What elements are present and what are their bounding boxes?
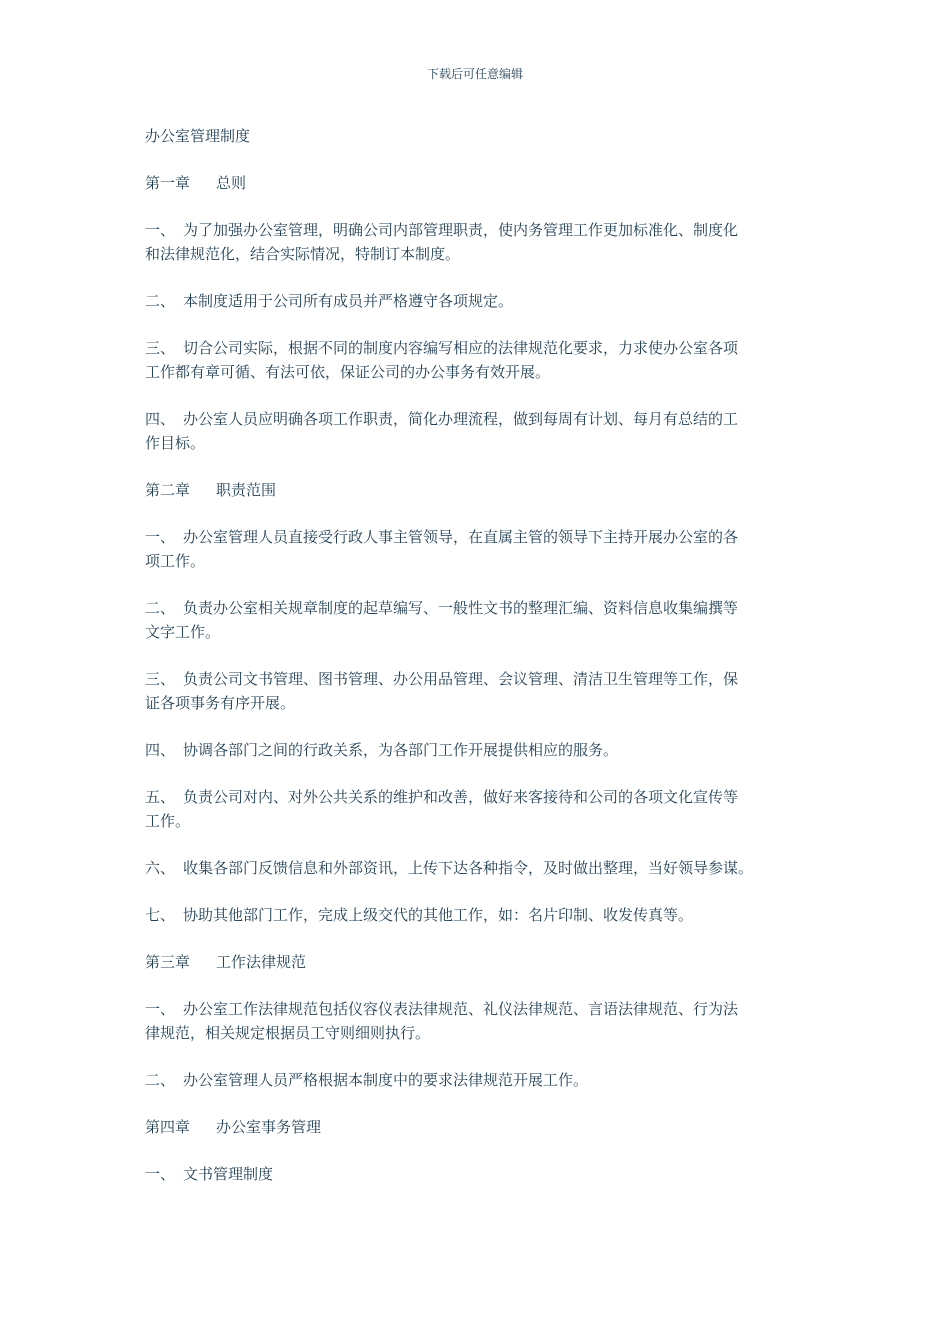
chapter-number: 第三章 (145, 953, 191, 971)
chapter-number: 第四章 (145, 1118, 191, 1136)
article-text: 办公室管理人员严格根据本制度中的要求法律规范开展工作。 (183, 1071, 589, 1089)
article-text: 工作都有章可循、有法可依，保证公司的办公事务有效开展。 (145, 363, 551, 381)
article-number: 六、 (145, 859, 176, 877)
document-title-text: 办公室管理制度 (145, 127, 251, 145)
article-text: 文书管理制度 (183, 1165, 274, 1183)
article-text: 负责公司对内、对外公共关系的维护和改善，做好来客接待和公司的各项文化宣传等 (183, 788, 739, 806)
article-text: 办公室管理人员直接受行政人事主管领导，在直属主管的领导下主持开展办公室的各 (183, 528, 739, 546)
article-item (145, 336, 815, 384)
article-text: 协助其他部门工作，完成上级交代的其他工作，如：名片印制、收发传真等。 (183, 906, 694, 924)
chapter-title: 总则 (216, 174, 247, 192)
article-text: 负责办公室相关规章制度的起草编写、一般性文书的整理汇编、资料信息收集编撰等 (183, 599, 739, 617)
article-text: 证各项事务有序开展。 (145, 694, 296, 712)
article-number: 一、 (145, 528, 176, 546)
article-item (145, 1162, 815, 1186)
article-text: 本制度适用于公司所有成员并严格遵守各项规定。 (183, 292, 514, 310)
article-number: 四、 (145, 741, 176, 759)
article-number: 一、 (145, 1000, 176, 1018)
article-item (145, 407, 815, 455)
article-item (145, 289, 815, 313)
article-text: 负责公司文书管理、图书管理、办公用品管理、会议管理、清洁卫生管理等工作，保 (183, 670, 739, 688)
article-text: 为了加强办公室管理，明确公司内部管理职责，使内务管理工作更加标准化、制度化 (183, 221, 739, 239)
article-text: 项工作。 (145, 552, 206, 570)
chapter-title: 办公室事务管理 (216, 1118, 322, 1136)
chapter-heading (145, 1115, 815, 1139)
article-item (145, 218, 815, 266)
article-number: 七、 (145, 906, 176, 924)
article-number: 五、 (145, 788, 176, 806)
article-item (145, 667, 815, 715)
article-text: 律规范，相关规定根据员工守则细则执行。 (145, 1024, 431, 1042)
article-item (145, 738, 815, 762)
article-item (145, 785, 815, 833)
article-item (145, 903, 815, 927)
chapter-number: 第二章 (145, 481, 191, 499)
article-number: 一、 (145, 1165, 176, 1183)
article-number: 三、 (145, 339, 176, 357)
article-text: 文字工作。 (145, 623, 221, 641)
document-title (145, 124, 815, 148)
article-text: 工作。 (145, 812, 191, 830)
article-item (145, 1068, 815, 1092)
article-number: 二、 (145, 1071, 176, 1089)
article-text: 办公室工作法律规范包括仪容仪表法律规范、礼仪法律规范、言语法律规范、行为法 (183, 1000, 739, 1018)
chapter-heading (145, 171, 815, 195)
article-item (145, 856, 815, 880)
article-item (145, 596, 815, 644)
article-number: 三、 (145, 670, 176, 688)
article-number: 二、 (145, 599, 176, 617)
article-text: 切合公司实际，根据不同的制度内容编写相应的法律规范化要求，力求使办公室各项 (183, 339, 739, 357)
article-item (145, 997, 815, 1045)
chapter-number: 第一章 (145, 174, 191, 192)
article-number: 四、 (145, 410, 176, 428)
article-text: 办公室人员应明确各项工作职责，简化办理流程，做到每周有计划、每月有总结的工 (183, 410, 739, 428)
document-body (145, 124, 815, 1209)
article-text: 作目标。 (145, 434, 206, 452)
chapter-heading (145, 950, 815, 974)
chapter-title: 职责范围 (216, 481, 277, 499)
article-item (145, 525, 815, 573)
chapter-title: 工作法律规范 (216, 953, 307, 971)
article-text: 和法律规范化，结合实际情况，特制订本制度。 (145, 245, 461, 263)
page-header: 下载后可任意编辑 (426, 67, 523, 81)
article-text: 收集各部门反馈信息和外部资讯，上传下达各种指令，及时做出整理，当好领导参谋。 (183, 859, 754, 877)
chapter-heading (145, 478, 815, 502)
article-number: 二、 (145, 292, 176, 310)
article-text: 协调各部门之间的行政关系，为各部门工作开展提供相应的服务。 (183, 741, 619, 759)
article-number: 一、 (145, 221, 176, 239)
